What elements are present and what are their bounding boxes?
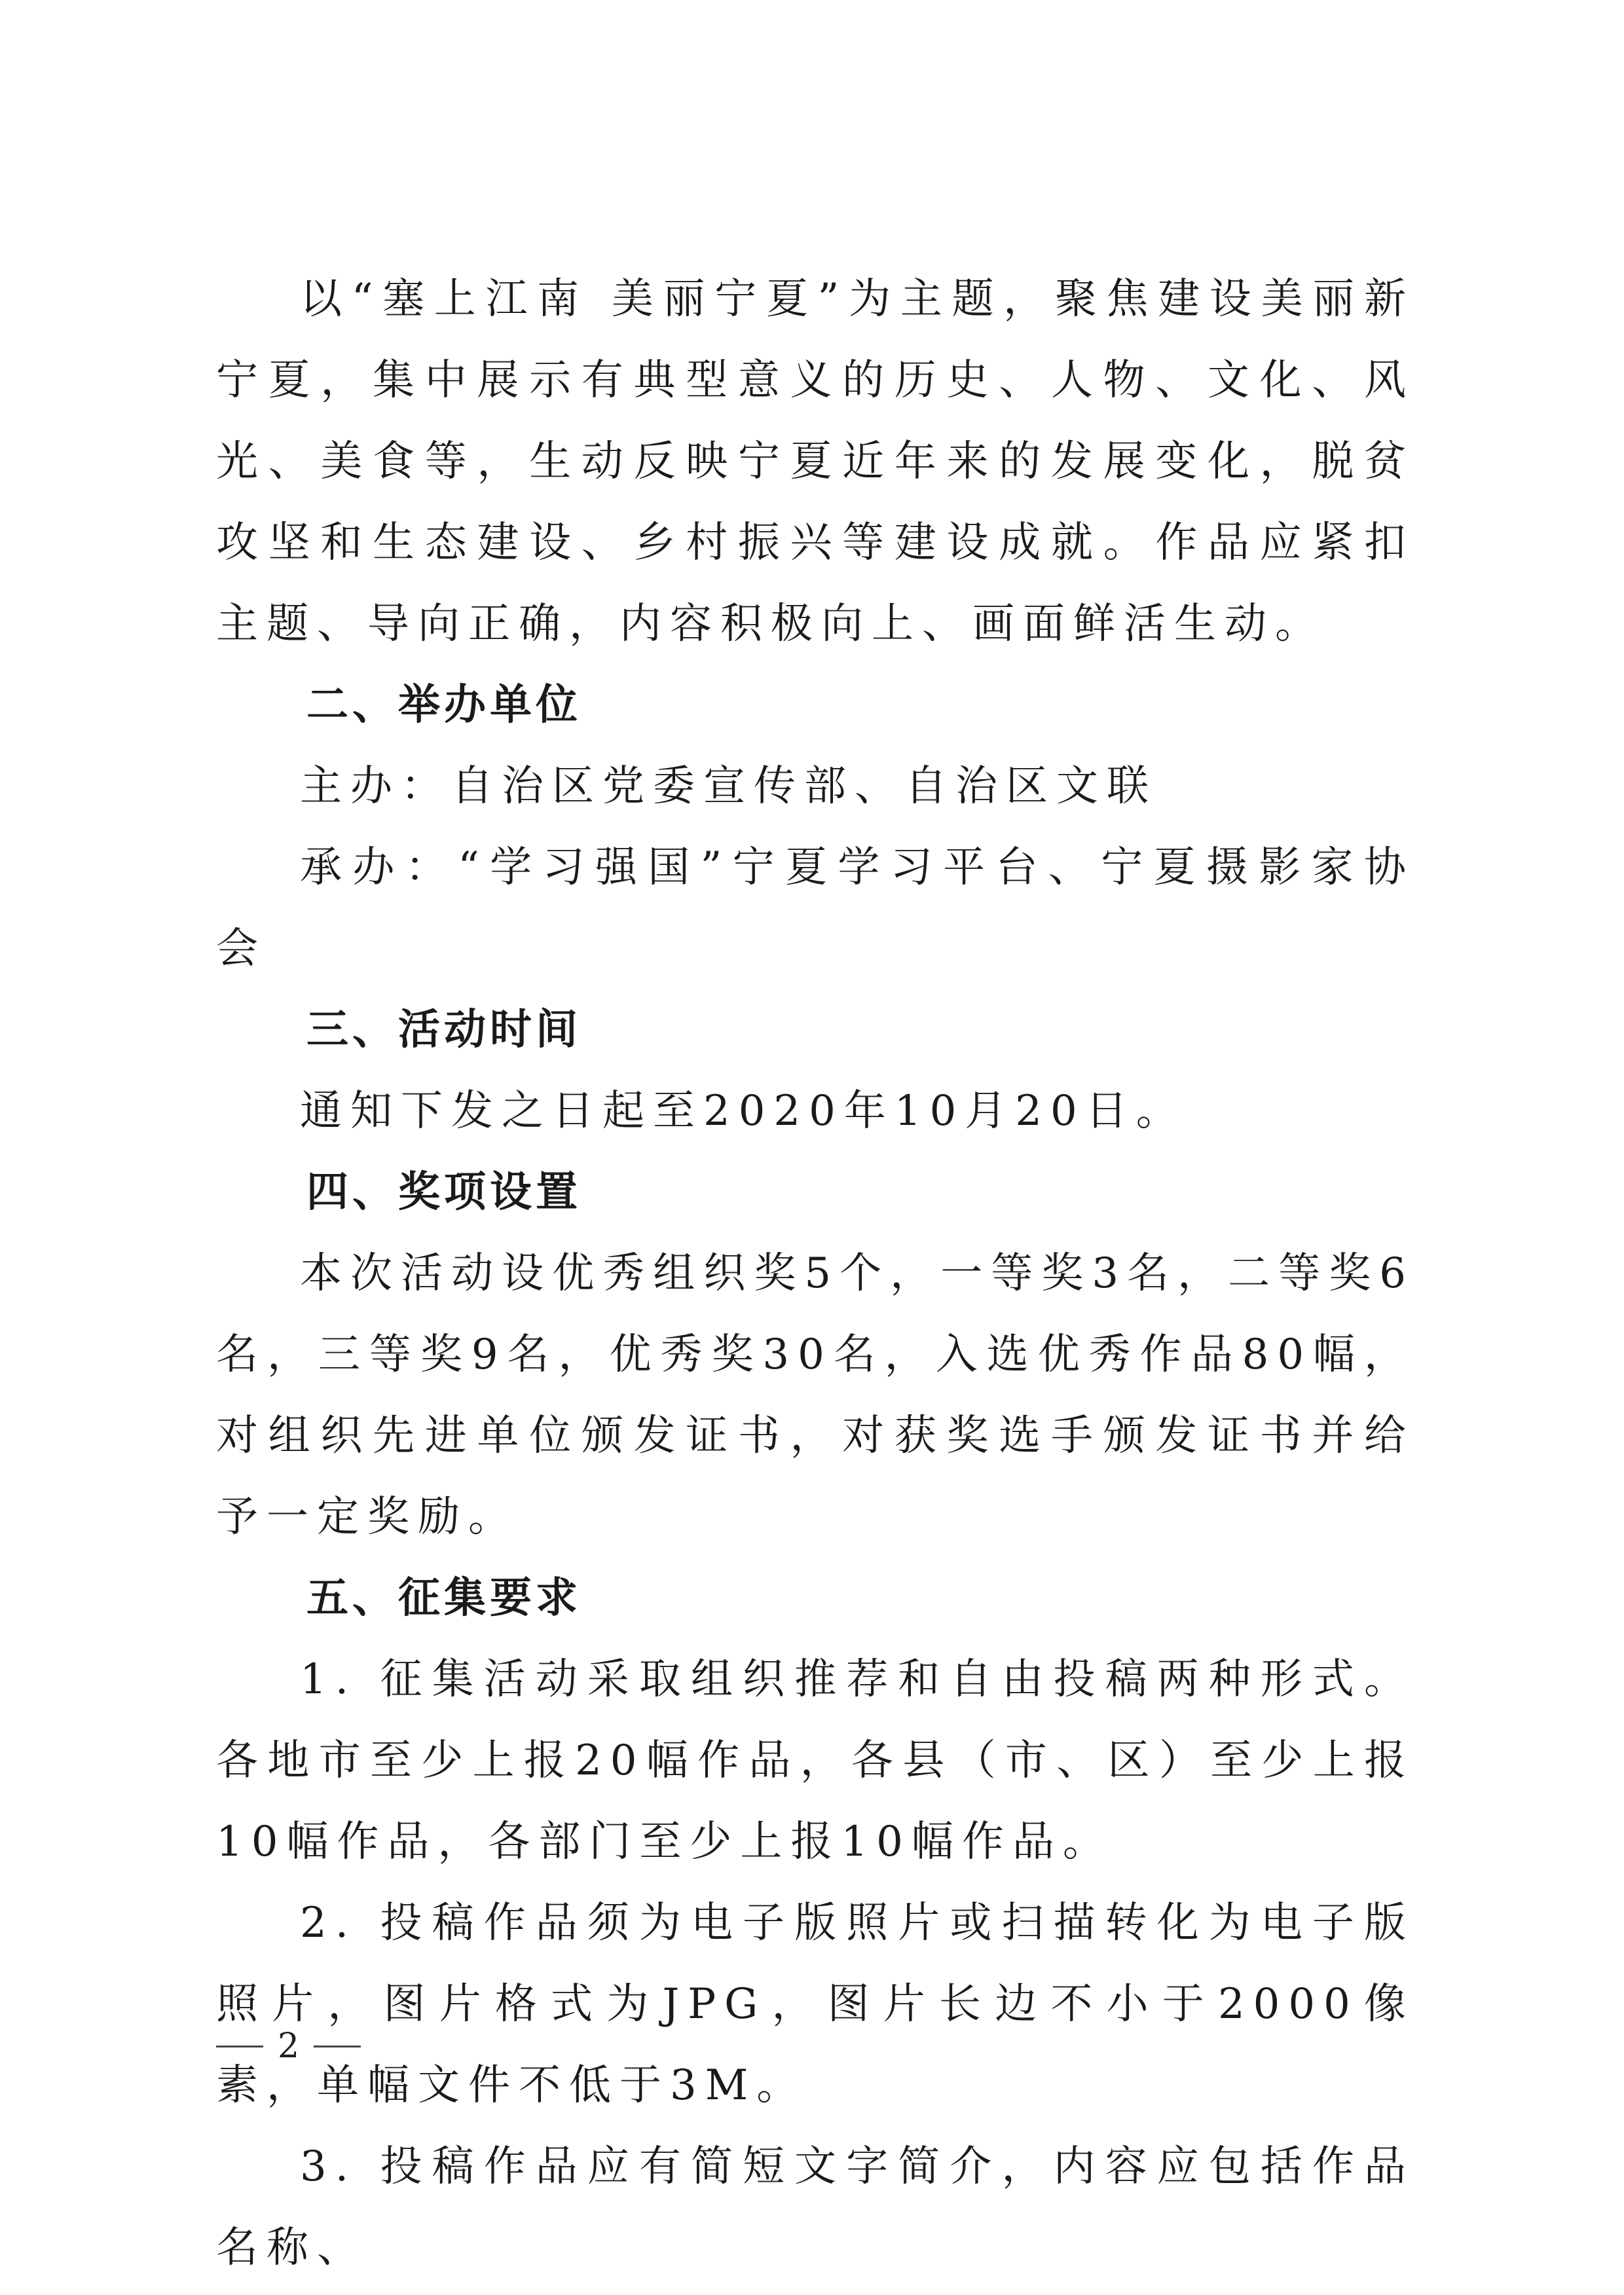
paragraph-time: 通知下发之日起至2020年10月20日。 bbox=[300, 1087, 1187, 1135]
footer-dash-right bbox=[314, 2046, 361, 2047]
page-number: 2 bbox=[278, 2027, 300, 2066]
paragraph-awards: 本次活动设优秀组织奖5个，一等奖3名，二等奖6名，三等奖9名，优秀奖30名，入选优秀作品80幅，对组织先进单位颁发证书，对获奖选手颁发证书并给予一定奖励。 bbox=[216, 1249, 1414, 1541]
heading-organizers: 二、举办单位 bbox=[306, 681, 581, 729]
heading-time: 三、活动时间 bbox=[306, 1006, 581, 1054]
paragraph-requirement-3: 3. 投稿作品应有简短文字简介，内容应包括作品名称、 bbox=[216, 2142, 1414, 2272]
paragraph-requirement-1: 1. 征集活动采取组织推荐和自由投稿两种形式。各地市至少上报20幅作品，各县（市、区）至少上报10幅作品，各部门至少上报10幅作品。 bbox=[216, 1655, 1414, 1866]
paragraph-theme: 以“塞上江南 美丽宁夏”为主题，聚焦建设美丽新宁夏，集中展示有典型意义的历史、人物、文化、风光、美食等，生动反映宁夏近年来的发展变化，脱贫攻坚和生态建设、乡村振兴等建设成就。作品应紧扣主题、导向正确，内容积极向上、画面鲜活生动。 bbox=[216, 275, 1414, 648]
footer-dash-left bbox=[216, 2046, 263, 2047]
paragraph-requirement-2: 2. 投稿作品须为电子版照片或扫描转化为电子版照片，图片格式为JPG，图片长边不小于2000像素，单幅文件不低于3M。 bbox=[216, 1899, 1414, 2110]
paragraph-host: 主办：自治区党委宣传部、自治区文联 bbox=[300, 762, 1157, 811]
document-body bbox=[216, 259, 1414, 2288]
heading-requirements: 五、征集要求 bbox=[306, 1574, 581, 1623]
paragraph-undertake: 承办：“学习强国”宁夏学习平台、宁夏摄影家协会 bbox=[216, 843, 1414, 973]
page-footer bbox=[216, 2023, 361, 2069]
heading-awards: 四、奖项设置 bbox=[306, 1168, 581, 1217]
